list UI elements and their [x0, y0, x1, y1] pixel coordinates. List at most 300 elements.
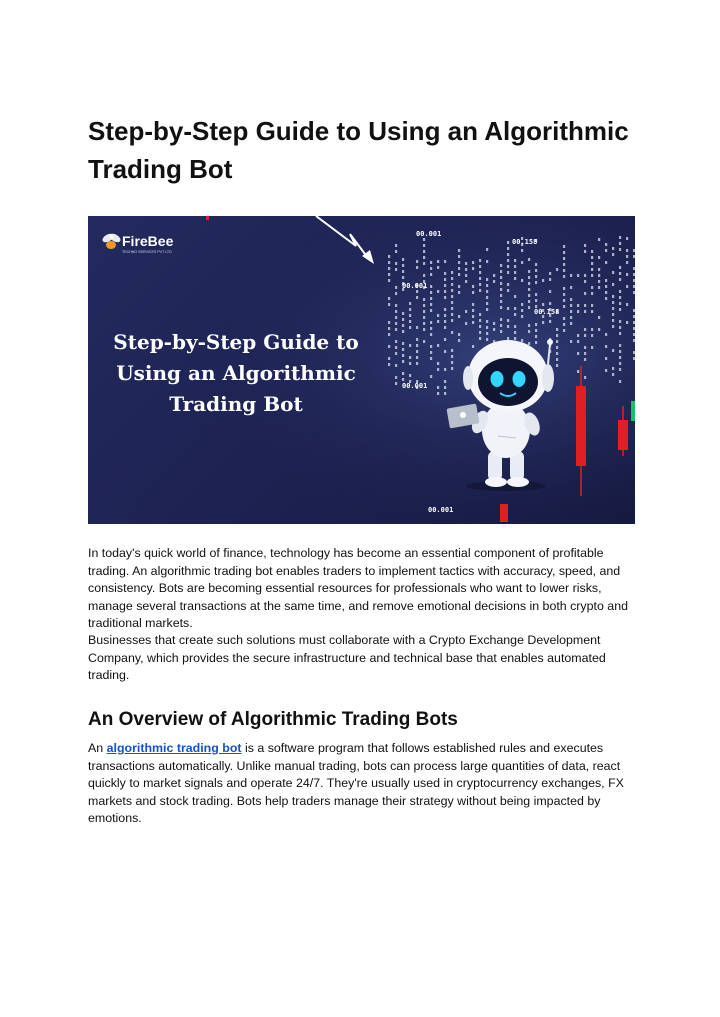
map-dot	[556, 358, 558, 361]
map-dot	[556, 340, 558, 343]
map-dot	[395, 250, 397, 253]
map-dot	[416, 338, 418, 341]
map-dot	[388, 345, 390, 348]
map-dot	[521, 249, 523, 252]
map-dot	[521, 261, 523, 264]
map-dot	[472, 285, 474, 288]
map-dot	[521, 279, 523, 282]
map-dot	[423, 238, 425, 241]
map-dot	[598, 274, 600, 277]
map-dot	[528, 306, 530, 309]
map-dot	[430, 375, 432, 378]
map-dot	[500, 306, 502, 309]
map-dot	[633, 333, 635, 336]
price-label: 00.158	[512, 238, 538, 246]
map-dot	[465, 322, 467, 325]
map-dot	[633, 267, 635, 270]
map-dot	[528, 330, 530, 333]
map-dot	[570, 274, 572, 277]
map-dot	[612, 295, 614, 298]
map-dot	[402, 360, 404, 363]
map-dot	[437, 320, 439, 323]
map-dot	[444, 386, 446, 389]
map-dot	[633, 309, 635, 312]
map-dot	[612, 319, 614, 322]
map-dot	[612, 373, 614, 376]
map-dot	[444, 326, 446, 329]
map-dot	[479, 259, 481, 262]
map-dot	[570, 340, 572, 343]
map-dot	[395, 310, 397, 313]
map-dot	[416, 326, 418, 329]
map-dot	[577, 340, 579, 343]
map-dot	[409, 320, 411, 323]
map-dot	[409, 356, 411, 359]
map-dot	[465, 274, 467, 277]
map-dot	[619, 332, 621, 335]
map-dot	[451, 307, 453, 310]
map-dot	[535, 323, 537, 326]
map-dot	[423, 310, 425, 313]
map-dot	[465, 262, 467, 265]
map-dot	[563, 299, 565, 302]
map-dot	[437, 260, 439, 263]
map-dot	[472, 321, 474, 324]
map-dot	[626, 255, 628, 258]
map-dot	[395, 352, 397, 355]
map-dot	[430, 267, 432, 270]
map-dot	[493, 274, 495, 277]
map-dot	[437, 314, 439, 317]
algorithmic-trading-bot-link[interactable]: algorithmic trading bot	[106, 741, 242, 755]
map-dot	[612, 301, 614, 304]
map-dot	[430, 351, 432, 354]
map-dot	[437, 266, 439, 269]
map-dot	[486, 296, 488, 299]
map-dot	[626, 273, 628, 276]
map-dot	[458, 339, 460, 342]
map-dot	[535, 281, 537, 284]
map-dot	[423, 274, 425, 277]
map-dot	[458, 315, 460, 318]
map-dot	[563, 245, 565, 248]
map-dot	[633, 249, 635, 252]
map-dot	[626, 285, 628, 288]
map-dot	[584, 280, 586, 283]
map-dot	[521, 315, 523, 318]
map-dot	[388, 327, 390, 330]
map-dot	[598, 268, 600, 271]
map-dot	[402, 312, 404, 315]
map-dot	[493, 322, 495, 325]
price-label: 00.001	[402, 382, 428, 390]
map-dot	[493, 280, 495, 283]
map-dot	[395, 286, 397, 289]
map-dot	[493, 328, 495, 331]
map-dot	[486, 308, 488, 311]
map-dot	[633, 357, 635, 360]
map-dot	[500, 330, 502, 333]
map-dot	[444, 272, 446, 275]
map-dot	[598, 286, 600, 289]
map-dot	[619, 272, 621, 275]
map-dot	[528, 324, 530, 327]
map-dot	[612, 253, 614, 256]
map-dot	[388, 273, 390, 276]
map-dot	[430, 303, 432, 306]
map-dot	[507, 319, 509, 322]
map-dot	[619, 302, 621, 305]
map-dot	[619, 320, 621, 323]
map-dot	[556, 346, 558, 349]
map-dot	[591, 346, 593, 349]
map-dot	[451, 319, 453, 322]
map-dot	[612, 307, 614, 310]
map-dot	[500, 324, 502, 327]
map-dot	[444, 320, 446, 323]
map-dot	[430, 357, 432, 360]
map-dot	[584, 346, 586, 349]
map-dot	[591, 250, 593, 253]
map-dot	[507, 241, 509, 244]
map-dot	[514, 277, 516, 280]
map-dot	[458, 267, 460, 270]
map-dot	[395, 262, 397, 265]
banner-heading-line: Using an Algorithmic	[116, 361, 356, 385]
banner-heading-line: Step-by-Step Guide to	[113, 330, 359, 354]
map-dot	[458, 291, 460, 294]
map-dot	[472, 261, 474, 264]
map-dot	[521, 339, 523, 342]
map-dot	[626, 249, 628, 252]
map-dot	[535, 275, 537, 278]
map-dot	[605, 261, 607, 264]
map-dot	[402, 276, 404, 279]
map-dot	[633, 351, 635, 354]
map-dot	[605, 297, 607, 300]
map-dot	[416, 344, 418, 347]
map-dot	[570, 316, 572, 319]
map-dot	[451, 313, 453, 316]
map-dot	[444, 314, 446, 317]
map-dot	[423, 244, 425, 247]
map-dot	[472, 345, 474, 348]
map-dot	[423, 316, 425, 319]
map-dot	[423, 250, 425, 253]
map-dot	[500, 294, 502, 297]
map-dot	[451, 301, 453, 304]
map-dot	[479, 277, 481, 280]
map-dot	[472, 267, 474, 270]
map-dot	[451, 283, 453, 286]
map-dot	[395, 382, 397, 385]
map-dot	[633, 339, 635, 342]
map-dot	[633, 321, 635, 324]
map-dot	[451, 277, 453, 280]
map-dot	[542, 303, 544, 306]
map-dot	[507, 283, 509, 286]
map-dot	[535, 341, 537, 344]
map-dot	[388, 267, 390, 270]
map-dot	[619, 308, 621, 311]
map-dot	[402, 264, 404, 267]
map-dot	[430, 273, 432, 276]
map-dot	[423, 262, 425, 265]
map-dot	[605, 357, 607, 360]
map-dot	[486, 284, 488, 287]
map-dot	[605, 345, 607, 348]
map-dot	[584, 328, 586, 331]
map-dot	[507, 247, 509, 250]
map-dot	[437, 386, 439, 389]
map-dot	[423, 322, 425, 325]
map-dot	[549, 278, 551, 281]
map-dot	[528, 294, 530, 297]
map-dot	[535, 263, 537, 266]
map-dot	[598, 328, 600, 331]
map-dot	[479, 265, 481, 268]
map-dot	[633, 255, 635, 258]
map-dot	[619, 362, 621, 365]
map-dot	[395, 316, 397, 319]
map-dot	[409, 302, 411, 305]
banner-heading-line: Trading Bot	[169, 392, 303, 416]
map-dot	[479, 271, 481, 274]
map-dot	[395, 376, 397, 379]
map-dot	[563, 293, 565, 296]
map-dot	[465, 280, 467, 283]
map-dot	[542, 321, 544, 324]
map-dot	[402, 318, 404, 321]
map-dot	[563, 323, 565, 326]
map-dot	[619, 242, 621, 245]
overview-prefix: An	[88, 741, 107, 755]
map-dot	[584, 334, 586, 337]
map-dot	[528, 300, 530, 303]
map-dot	[535, 335, 537, 338]
map-dot	[395, 346, 397, 349]
map-dot	[619, 356, 621, 359]
map-dot	[619, 236, 621, 239]
map-dot	[528, 276, 530, 279]
map-dot	[577, 334, 579, 337]
map-dot	[472, 309, 474, 312]
map-dot	[451, 361, 453, 364]
map-dot	[500, 270, 502, 273]
map-dot	[591, 292, 593, 295]
price-label: 00.001	[416, 230, 442, 238]
map-dot	[598, 238, 600, 241]
map-dot	[619, 380, 621, 383]
map-dot	[605, 333, 607, 336]
map-dot	[598, 316, 600, 319]
map-dot	[521, 303, 523, 306]
map-dot	[612, 247, 614, 250]
map-dot	[416, 260, 418, 263]
map-dot	[388, 255, 390, 258]
intro-paragraph: In today's quick world of finance, technology has become an essential component of profitable trading. An algorithmic trading bot enables traders to implement tactics with accuracy, speed, and consistency. Bots are becoming essential resources for professionals who want to lower risks, manage several transactions at the same time, and remove emotional decisions in both crypto and traditional markets.	[88, 546, 628, 631]
map-dot	[423, 256, 425, 259]
map-dot	[528, 342, 530, 345]
map-dot	[479, 289, 481, 292]
map-dot	[395, 328, 397, 331]
map-dot	[458, 273, 460, 276]
map-dot	[612, 271, 614, 274]
map-dot	[598, 256, 600, 259]
map-dot	[584, 304, 586, 307]
map-dot	[430, 327, 432, 330]
map-dot	[444, 380, 446, 383]
map-dot	[430, 261, 432, 264]
map-dot	[430, 333, 432, 336]
svg-text:TECHNO SERVICES PVT LTD: TECHNO SERVICES PVT LTD	[122, 250, 172, 254]
map-dot	[395, 268, 397, 271]
map-dot	[402, 372, 404, 375]
map-dot	[633, 285, 635, 288]
map-dot	[619, 278, 621, 281]
map-dot	[458, 333, 460, 336]
map-dot	[486, 338, 488, 341]
hero-banner-image	[88, 216, 635, 524]
map-dot	[507, 307, 509, 310]
map-dot	[584, 352, 586, 355]
map-dot	[619, 266, 621, 269]
map-dot	[549, 302, 551, 305]
map-dot	[409, 308, 411, 311]
map-dot	[514, 271, 516, 274]
map-dot	[458, 261, 460, 264]
map-dot	[430, 291, 432, 294]
map-dot	[479, 313, 481, 316]
map-dot	[444, 284, 446, 287]
map-dot	[486, 332, 488, 335]
map-dot	[591, 286, 593, 289]
map-dot	[612, 349, 614, 352]
map-dot	[409, 374, 411, 377]
map-dot	[514, 307, 516, 310]
map-dot	[619, 296, 621, 299]
map-dot	[549, 320, 551, 323]
map-dot	[570, 322, 572, 325]
map-dot	[591, 268, 593, 271]
map-dot	[444, 296, 446, 299]
map-dot	[514, 331, 516, 334]
map-dot	[619, 350, 621, 353]
map-dot	[605, 279, 607, 282]
map-dot	[563, 329, 565, 332]
map-dot	[563, 275, 565, 278]
svg-text:FireBee: FireBee	[122, 233, 174, 249]
map-dot	[612, 367, 614, 370]
map-dot	[584, 244, 586, 247]
map-dot	[486, 326, 488, 329]
map-dot	[479, 283, 481, 286]
map-dot	[626, 261, 628, 264]
map-dot	[500, 300, 502, 303]
map-dot	[528, 258, 530, 261]
map-dot	[556, 352, 558, 355]
map-dot	[500, 288, 502, 291]
map-dot	[528, 282, 530, 285]
map-dot	[500, 276, 502, 279]
map-dot	[486, 290, 488, 293]
map-dot	[444, 290, 446, 293]
map-dot	[430, 345, 432, 348]
map-dot	[437, 344, 439, 347]
map-dot	[402, 354, 404, 357]
map-dot	[388, 297, 390, 300]
map-dot	[409, 314, 411, 317]
map-dot	[577, 370, 579, 373]
map-dot	[535, 329, 537, 332]
map-dot	[430, 321, 432, 324]
map-dot	[591, 262, 593, 265]
map-dot	[409, 344, 411, 347]
map-dot	[584, 292, 586, 295]
map-dot	[570, 304, 572, 307]
map-dot	[486, 302, 488, 305]
map-dot	[577, 352, 579, 355]
map-dot	[486, 278, 488, 281]
map-dot	[514, 313, 516, 316]
map-dot	[500, 264, 502, 267]
map-dot	[556, 364, 558, 367]
map-dot	[556, 328, 558, 331]
map-dot	[556, 334, 558, 337]
map-dot	[577, 304, 579, 307]
map-dot	[444, 260, 446, 263]
map-dot	[437, 368, 439, 371]
map-dot	[402, 342, 404, 345]
map-dot	[402, 378, 404, 381]
map-dot	[556, 268, 558, 271]
map-dot	[416, 362, 418, 365]
map-dot	[563, 305, 565, 308]
map-dot	[444, 350, 446, 353]
map-dot	[458, 285, 460, 288]
map-dot	[416, 350, 418, 353]
map-dot	[423, 340, 425, 343]
map-dot	[612, 313, 614, 316]
map-dot	[388, 261, 390, 264]
map-dot	[479, 325, 481, 328]
map-dot	[486, 248, 488, 251]
map-dot	[472, 315, 474, 318]
map-dot	[444, 278, 446, 281]
price-label: 00.158	[534, 308, 560, 316]
map-dot	[591, 256, 593, 259]
map-dot	[423, 304, 425, 307]
map-dot	[570, 310, 572, 313]
map-dot	[388, 363, 390, 366]
map-dot	[500, 318, 502, 321]
price-label: 00.001	[402, 282, 428, 290]
map-dot	[388, 279, 390, 282]
page-title: Step-by-Step Guide to Using an Algorithmic Trading Bot	[88, 116, 629, 184]
map-dot	[500, 282, 502, 285]
map-dot	[514, 337, 516, 340]
map-dot	[402, 324, 404, 327]
map-dot	[591, 328, 593, 331]
map-dot	[619, 344, 621, 347]
map-dot	[507, 259, 509, 262]
map-dot	[584, 376, 586, 379]
map-dot	[542, 279, 544, 282]
map-dot	[395, 292, 397, 295]
map-dot	[535, 293, 537, 296]
map-dot	[619, 290, 621, 293]
map-dot	[535, 269, 537, 272]
